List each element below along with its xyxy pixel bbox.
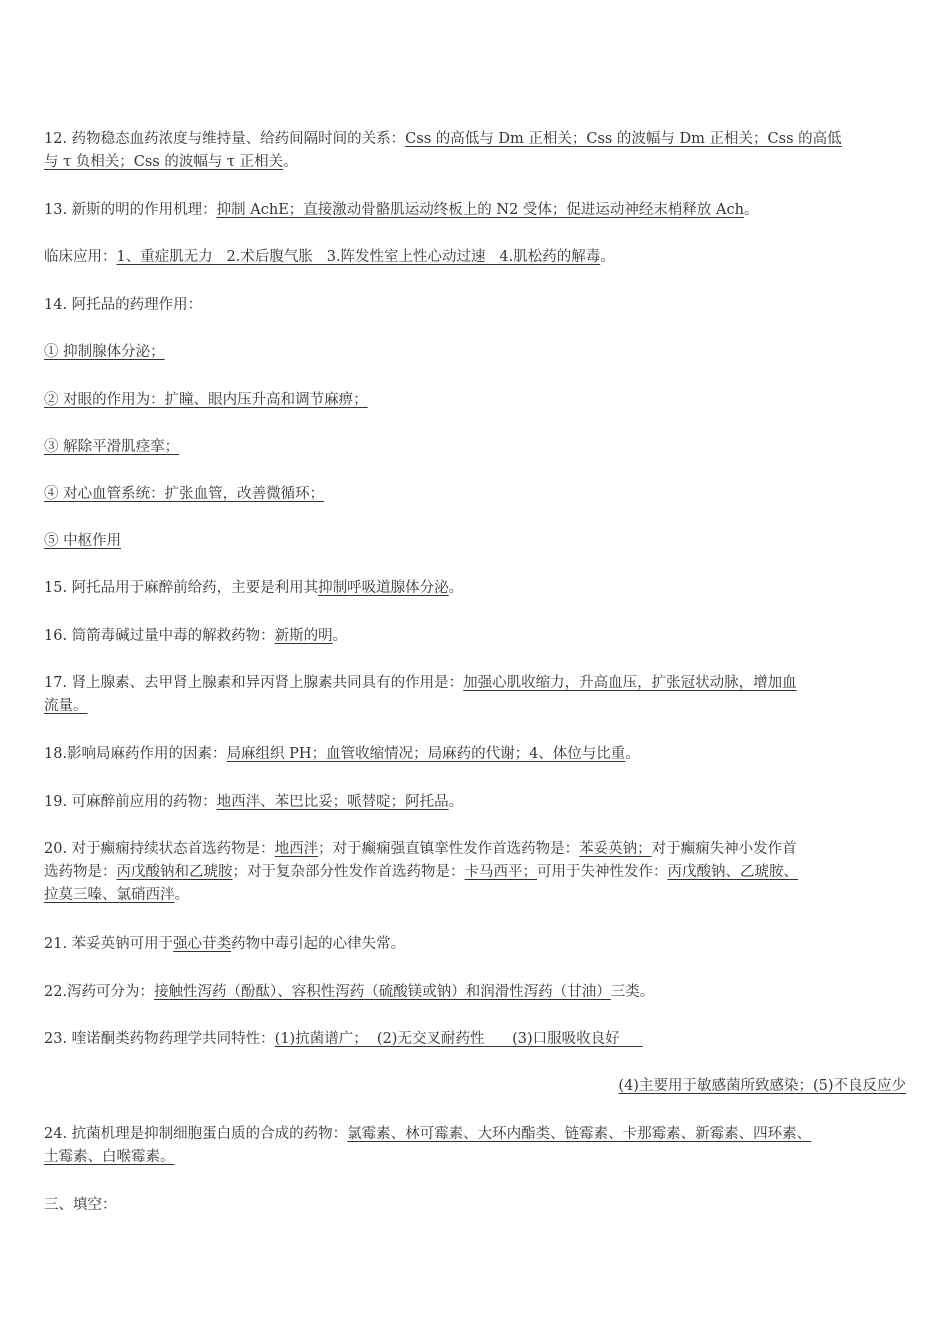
answer: 流量。 (44, 698, 88, 714)
answer: 抑制 AchE；直接激动骨骼肌运动终板上的 N2 受体；促进运动神经末梢释放 Ach (216, 202, 744, 218)
answer: 拉莫三嗪、氯硝西泮 (44, 887, 175, 903)
answer: 丙戊酸钠、乙琥胺、 (667, 864, 798, 880)
text: 21. 苯妥英钠可用于 (44, 936, 174, 952)
item-14: 14. 阿托品的药理作用： (44, 297, 203, 313)
answer: 卡马西平； (464, 864, 537, 880)
item-22 (44, 981, 920, 1004)
text: 22.泻药可分为： (44, 984, 155, 1000)
answer: 土霉素、白喉霉素。 (44, 1149, 175, 1165)
text: 17. 肾上腺素、去甲肾上腺素和异丙肾上腺素共同具有的作用是： (44, 675, 464, 691)
item-13 (44, 199, 920, 222)
text: 选药物是： (44, 864, 117, 880)
item-14-point-2: ② 对眼的作用为：扩瞳、眼内压升高和调节麻痹； (44, 392, 368, 408)
text: 13. 新斯的明的作用机理： (44, 202, 217, 218)
item-17 (44, 672, 920, 718)
text: 。 (625, 746, 640, 762)
text: 。 (174, 887, 189, 903)
text: 对于癫痫失神小发作首 (651, 841, 797, 857)
text: 12. 药物稳态血药浓度与维持量、给药间隔时间的关系： (44, 131, 406, 147)
answer: 强心苷类 (173, 936, 232, 952)
answer: 抑制呼吸道腺体分泌 (318, 580, 449, 596)
section-heading: 三、填空： (44, 1197, 117, 1213)
item-14-point-1: ① 抑制腺体分泌； (44, 344, 165, 360)
text: 18.影响局麻药作用的因素： (44, 746, 227, 762)
item-24 (44, 1123, 920, 1169)
answer: 与 τ 负相关；Css 的波幅与 τ 正相关 (44, 154, 284, 170)
text: 24. 抗菌机理是抑制细胞蛋白质的合成的药物： (44, 1126, 348, 1142)
answer: 接触性泻药（酚酞）、容积性泻药（硫酸镁或钠）和润滑性泻药（甘油） (154, 984, 611, 1000)
answer: 地西泮 (274, 841, 319, 857)
answer: (4)主要用于敏感菌所致感染；(5)不良反应少 (618, 1078, 906, 1094)
text: 15. 阿托品用于麻醉前给药，主要是利用其 (44, 580, 319, 596)
item-19 (44, 791, 920, 814)
item-14-point-5: ⑤ 中枢作用 (44, 533, 122, 549)
text: 。 (448, 580, 464, 596)
answer: 1、重症肌无力 2.术后腹气胀 3.阵发性室上性心动过速 4.肌松药的解毒 (116, 249, 601, 265)
answer: 苯妥英钠； (579, 841, 652, 857)
item-21 (44, 933, 920, 956)
answer: (1)抗菌谱广； (2)无交叉耐药性 (3)口服吸收良好 (274, 1031, 643, 1047)
text: 16. 筒箭毒碱过量中毒的解救药物： (44, 628, 275, 644)
text: 20. 对于癫痫持续状态首选药物是： (44, 841, 275, 857)
item-12 (44, 128, 920, 174)
item-23 (44, 1028, 920, 1051)
item-14-point-4: ④ 对心血管系统：扩张血管，改善微循环； (44, 486, 325, 502)
text: 23. 喹诺酮类药物药理学共同特性： (44, 1031, 275, 1047)
text: 三类。 (610, 984, 655, 1000)
text: 19. 可麻醉前应用的药物： (44, 794, 217, 810)
answer: 局麻组织 PH；血管收缩情况；局麻药的代谢；4、体位与比重 (226, 746, 626, 762)
answer: 丙戊酸钠和乙琥胺 (116, 864, 233, 880)
text: 可用于失神性发作： (537, 864, 668, 880)
answer: 新斯的明 (274, 628, 333, 644)
text: 临床应用： (44, 249, 117, 265)
text: 。 (743, 202, 759, 218)
item-20 (44, 838, 920, 907)
text: ；对于癫痫强直镇挛性发作首选药物是： (318, 841, 580, 857)
answer: 地西泮、苯巴比妥；哌替啶；阿托品 (216, 794, 449, 810)
item-18 (44, 743, 920, 766)
text: 。 (332, 628, 348, 644)
answer: 加强心肌收缩力，升高血压，扩张冠状动脉，增加血 (463, 675, 797, 691)
clinical-use (44, 246, 920, 269)
item-23-continued (44, 1075, 906, 1098)
answer: Css 的高低与 Dm 正相关；Css 的波幅与 Dm 正相关；Css 的高低 (405, 131, 842, 147)
item-14-point-3: ③ 解除平滑肌痉挛； (44, 439, 180, 455)
text: 药物中毒引起的心律失常。 (231, 936, 406, 952)
answer: 氯霉素、林可霉素、大环内酯类、链霉素、卡那霉素、新霉素、四环素、 (347, 1126, 812, 1142)
item-15 (44, 577, 920, 600)
item-16 (44, 625, 920, 648)
text: 。 (448, 794, 464, 810)
text: ；对于复杂部分性发作首选药物是： (232, 864, 465, 880)
text: 。 (600, 249, 615, 265)
text: 。 (283, 154, 298, 170)
